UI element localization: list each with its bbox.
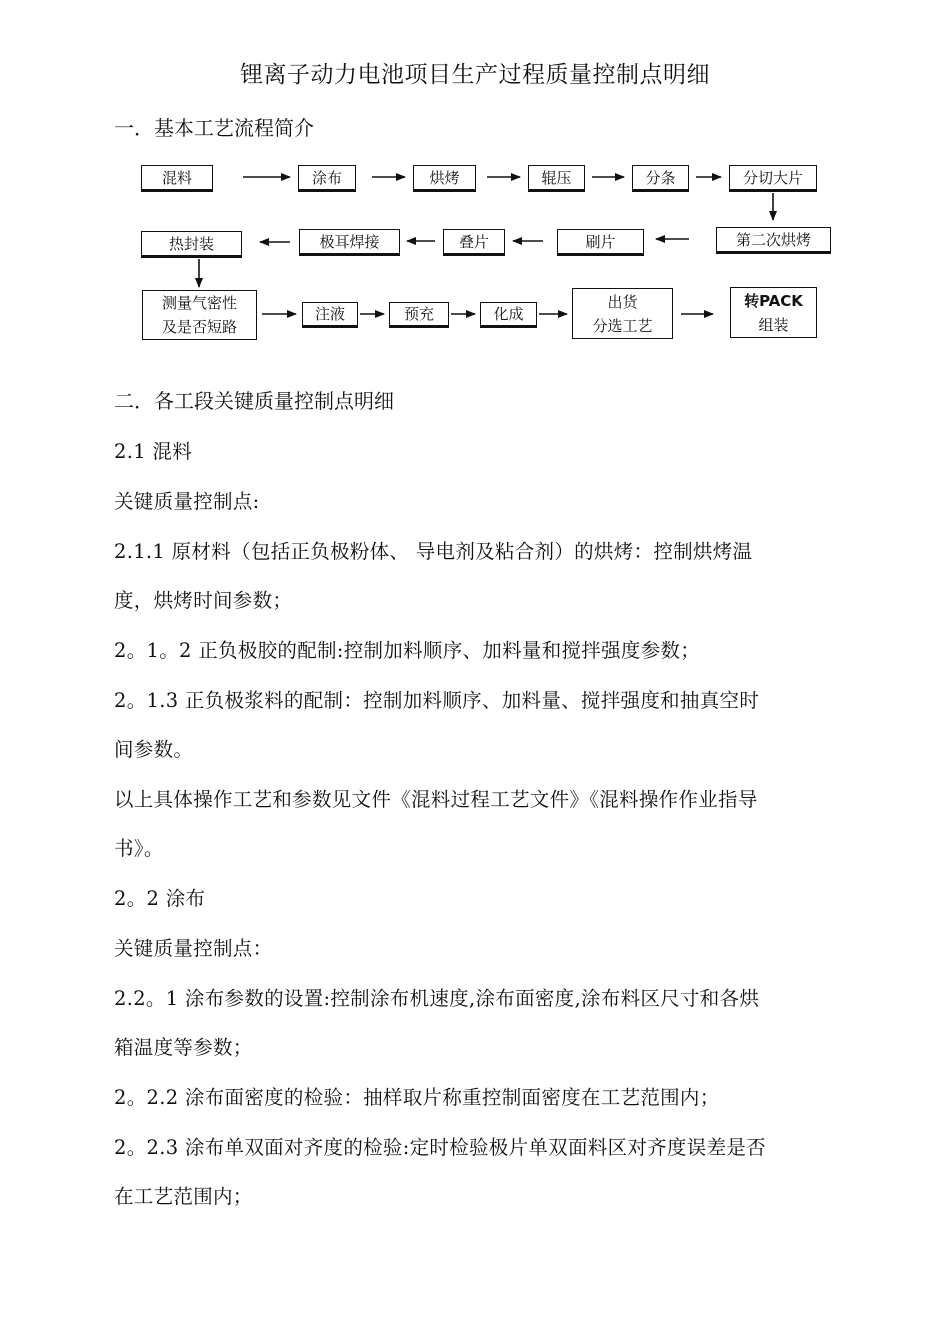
section-heading-2: 二．各工段关键质量控制点明细 [114, 389, 394, 413]
flow-step-mix: 混料 [141, 165, 213, 190]
text-line: 2。1。2 正负极胶的配制:控制加料顺序、加料量和搅拌强度参数； [114, 639, 701, 662]
flow-step-test-line1: 测量气密性 [161, 294, 237, 312]
flow-step-test-line2: 及是否短路 [161, 318, 237, 336]
flow-step-pack-line2: 组装 [758, 315, 789, 334]
text-line: 书》。 [114, 837, 164, 860]
text-line: 间参数。 [114, 738, 194, 761]
text-line: 关键质量控制点: [114, 490, 260, 513]
flow-step-slit: 分条 [632, 165, 689, 190]
subsection-heading: 2。2 涂布 [114, 887, 206, 910]
flow-arrows [0, 0, 950, 400]
text-line: 度，烘烤时间参数； [114, 589, 293, 612]
flow-step-precharge: 预充 [389, 302, 449, 326]
flow-step-seal: 热封装 [141, 231, 242, 256]
flow-step-brush: 刷片 [557, 229, 644, 254]
flow-step-form: 化成 [480, 302, 537, 326]
text-line: 以上具体操作工艺和参数见文件《混料过程工艺文件》《混料操作作业指导 [114, 788, 758, 811]
flow-step-pack-line1: 转PACK [744, 291, 803, 310]
text-line: 2。1.3 正负极浆料的配制：控制加料顺序、加料量、搅拌强度和抽真空时 [114, 689, 760, 712]
flow-step-cut: 分切大片 [729, 165, 817, 190]
flow-step-coat: 涂布 [298, 165, 356, 190]
flow-step-stack: 叠片 [443, 229, 505, 254]
subsection-heading: 2.1 混料 [114, 440, 193, 463]
text-line: 2.1.1 原材料（包括正负极粉体、 导电剂及粘合剂）的烘烤：控制烘烤温 [114, 540, 753, 563]
section-heading-1: 一．基本工艺流程简介 [114, 116, 314, 140]
flow-step-bake: 烘烤 [413, 165, 476, 190]
text-line: 2.2。1 涂布参数的设置:控制涂布机速度,涂布面密度,涂布料区尺寸和各烘 [114, 987, 760, 1010]
flow-step-ship-line2: 分选工艺 [592, 316, 653, 335]
flow-step-roll: 辊压 [528, 165, 585, 190]
text-line: 2。2.3 涂布单双面对齐度的检验:定时检验极片单双面料区对齐度误差是否 [114, 1136, 766, 1159]
flow-step-ship-line1: 出货 [607, 292, 638, 311]
document-title: 锂离子动力电池项目生产过程质量控制点明细 [240, 62, 710, 88]
flow-step-weld: 极耳焊接 [299, 229, 400, 254]
text-line: 2。2.2 涂布面密度的检验：抽样取片称重控制面密度在工艺范围内； [114, 1086, 720, 1109]
text-line: 关键质量控制点： [114, 937, 273, 960]
text-line: 在工艺范围内； [114, 1185, 253, 1208]
flow-step-inject: 注液 [302, 302, 358, 326]
flow-step-rebake: 第二次烘烤 [716, 227, 831, 252]
text-line: 箱温度等参数； [114, 1036, 253, 1059]
